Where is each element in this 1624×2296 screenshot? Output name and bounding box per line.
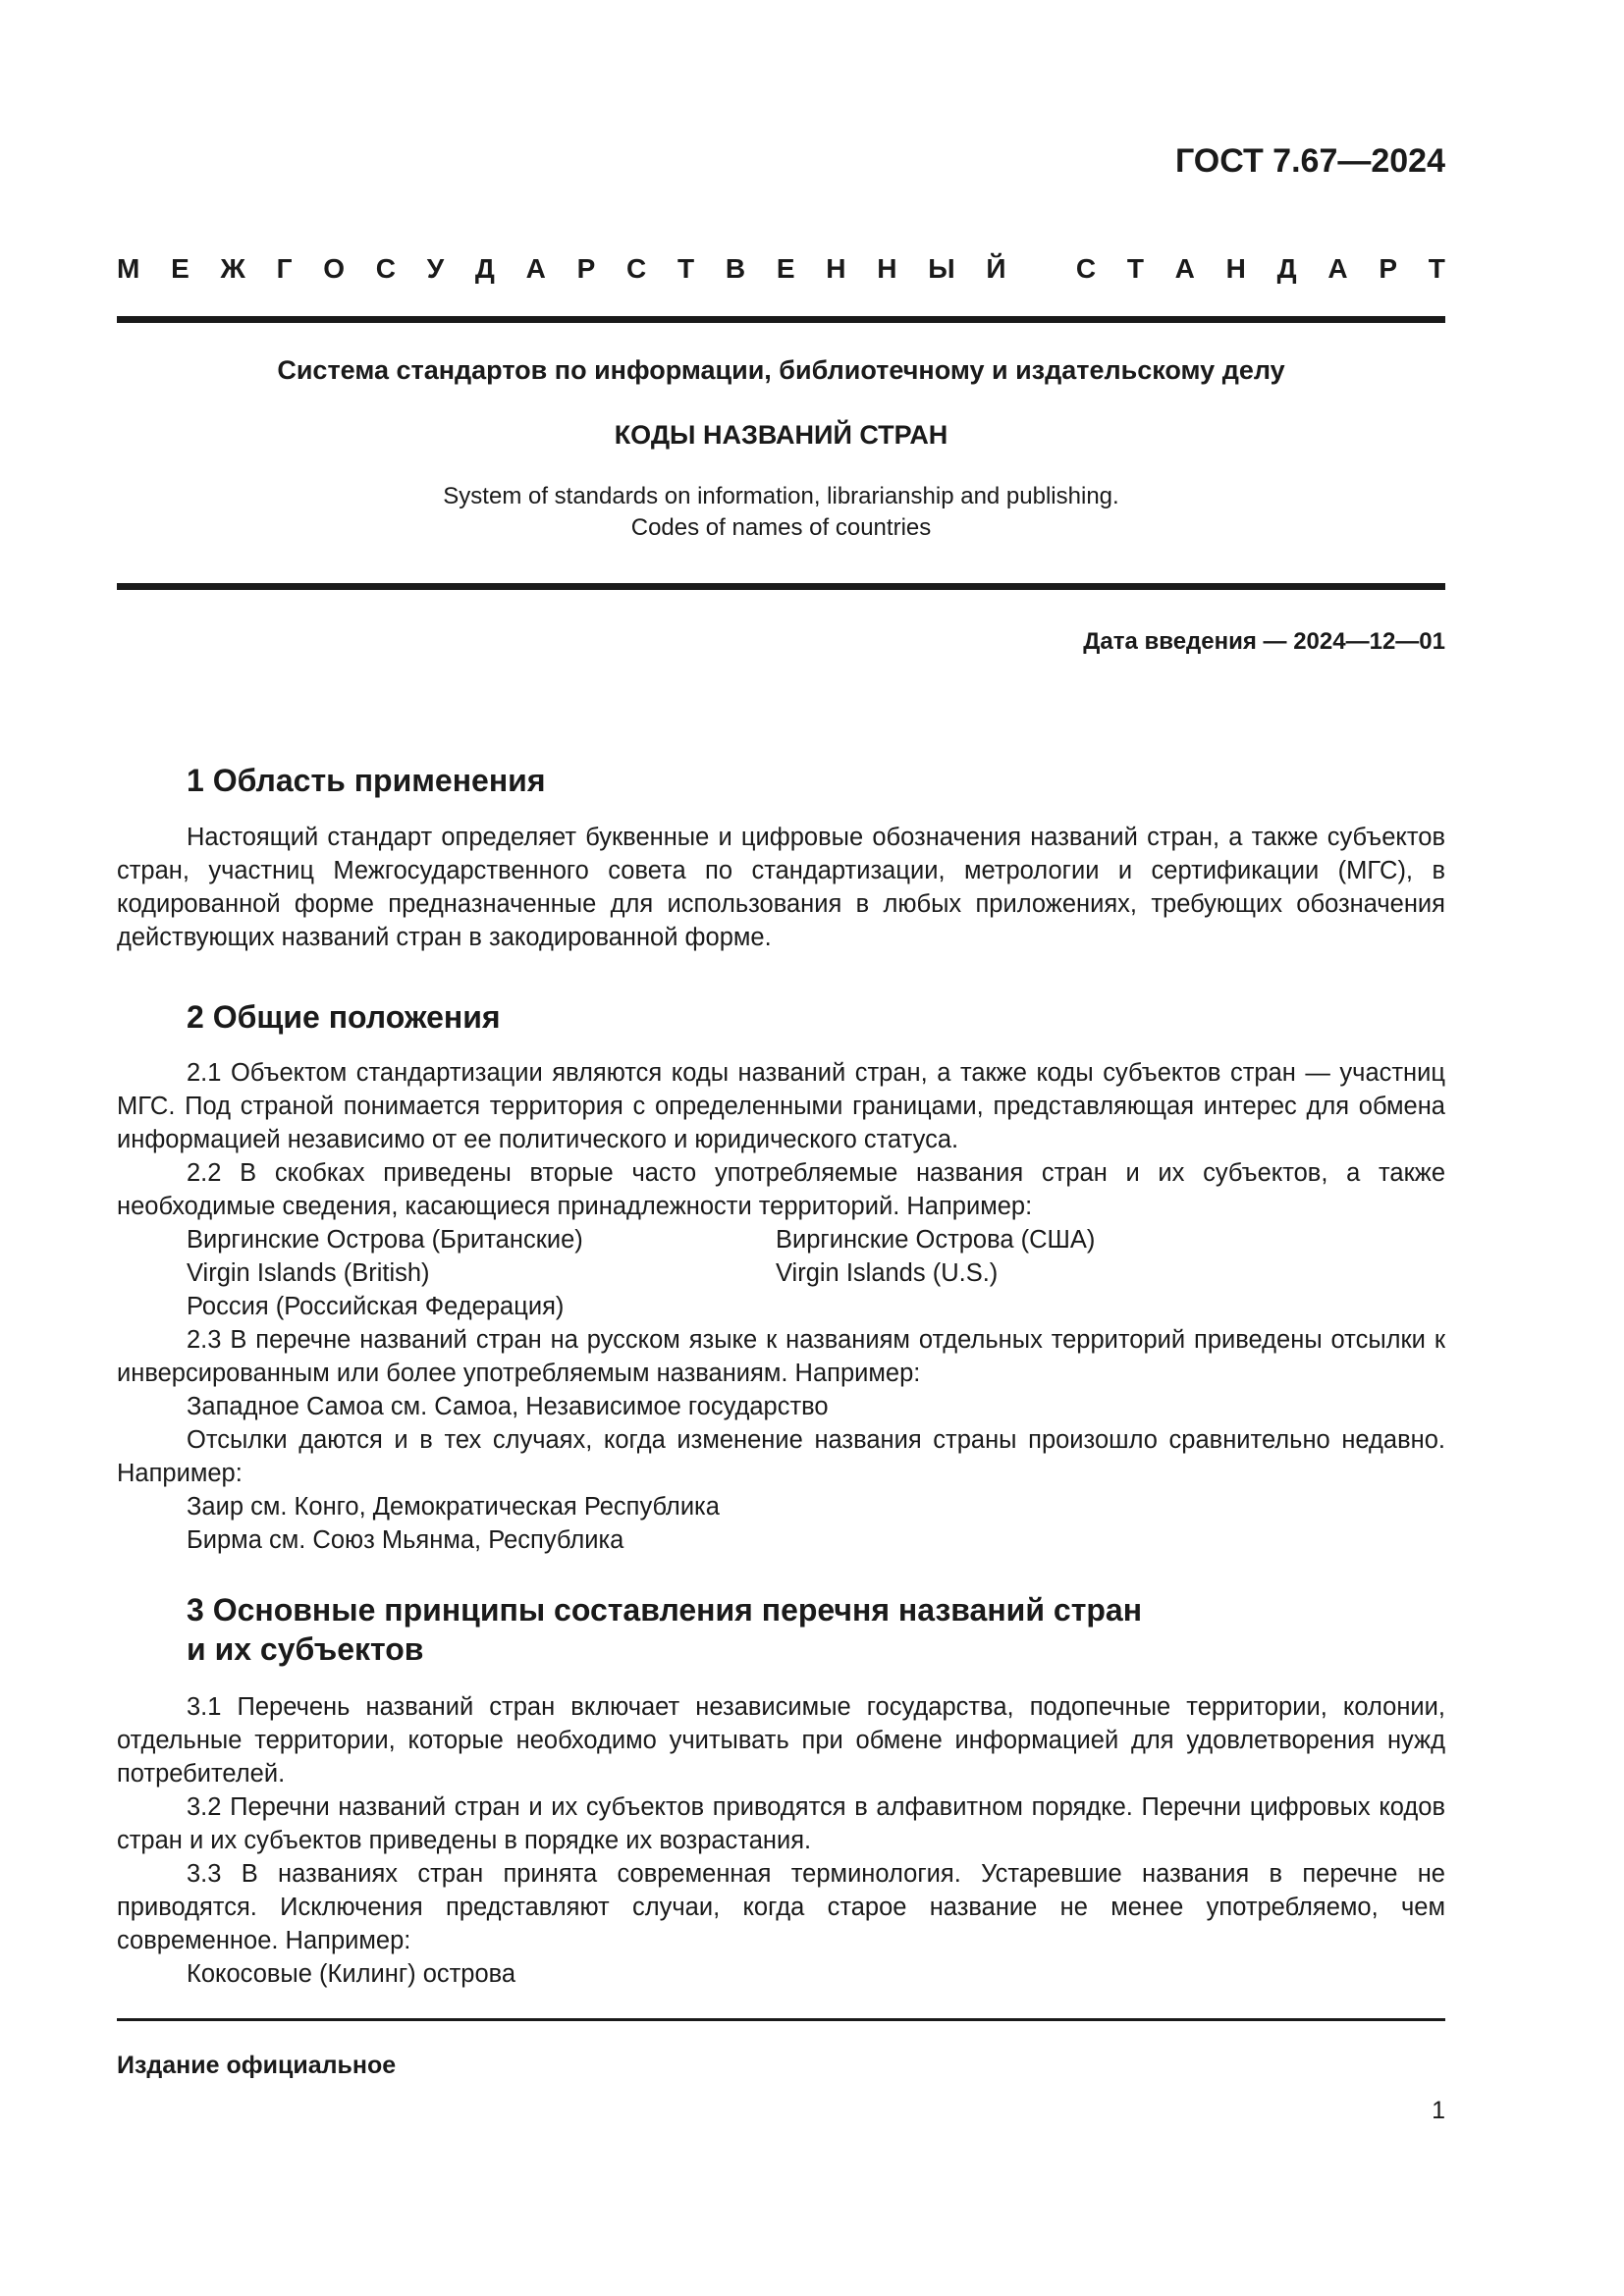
official-edition-label: Издание официальное — [117, 2052, 397, 2079]
banner-letter: Т — [1126, 253, 1144, 284]
section-1-text: Настоящий стандарт определяет буквенные и цифровые обозначения названий стран, а также субъектов стран, участниц Межгосударственного совета по стандартизации, метрологии и сертификации (МГС), в кодированной форме предназначенные для использования в любых приложениях, требующих обозначения действующих названий стран в закодированной форме. — [117, 824, 1445, 951]
example-item: Виргинские Острова (США) — [776, 1226, 1096, 1254]
banner-letter: Е — [171, 253, 189, 284]
section-3-heading — [187, 1590, 1142, 1669]
banner-letter: С — [1075, 253, 1097, 284]
example-item: Виргинские Острова (Британские) — [187, 1226, 583, 1254]
paragraph-3-1: 3.1 Перечень названий стран включает независимые государства, подопечные территории, колонии, отдельные территории, которые необходимо учитывать при обмене информацией для удовлетворения нужд потребителей. — [117, 1693, 1445, 1788]
paragraph-3-2: 3.2 Перечни названий стран и их субъектов приводятся в алфавитном порядке. Перечни цифровых кодов стран и их субъектов приведены в порядке их возрастания. — [117, 1793, 1445, 1854]
title-divider — [117, 583, 1445, 590]
example-left-column — [187, 1223, 583, 1323]
banner-letter: Ы — [928, 253, 955, 284]
page-number: 1 — [1432, 2097, 1445, 2124]
system-subtitle: Система стандартов по информации, библиотечному и издательскому делу — [277, 355, 1285, 385]
banner-letter: В — [725, 253, 746, 284]
banner-letter: Н — [1225, 253, 1246, 284]
banner-letter: А — [1327, 253, 1348, 284]
banner-letter: А — [1174, 253, 1195, 284]
banner-letter: Р — [576, 253, 596, 284]
banner-letter: С — [375, 253, 396, 284]
paragraph-2-3: 2.3 В перечне названий стран на русском языке к названиям отдельных территорий приведены отсылки к инверсированным или более употребляемым названиям. Например: — [117, 1326, 1445, 1387]
section-2-heading: 2 Общие положения — [187, 999, 501, 1035]
paragraph-2-1: 2.1 Объектом стандартизации являются коды названий стран, а также коды субъектов стран — участниц МГС. Под страной понимается территория с определенными границами, представляющая интерес для обмена информацией независимо от ее политического и юридического статуса. — [117, 1059, 1445, 1153]
paragraph-2-2: 2.2 В скобках приведены вторые часто употребляемые названия стран и их субъектов, а также необходимые сведения, касающиеся принадлежности территорий. Например: — [117, 1159, 1445, 1220]
section-1-heading: 1 Область применения — [187, 763, 546, 798]
introduction-date: Дата введения — 2024—12—01 — [1083, 628, 1445, 655]
banner-letter: У — [426, 253, 445, 284]
banner-letter: Г — [276, 253, 293, 284]
example-cocos: Кокосовые (Килинг) острова — [187, 1960, 516, 1988]
paragraph-3-3: 3.3 В названиях стран принята современная терминология. Устаревшие названия в перечне не приводятся. Исключения представляют случаи, когда старое название не менее употребляемо, чем современное. Например: — [117, 1860, 1445, 1954]
example-zaire: Заир см. Конго, Демократическая Республика — [187, 1493, 720, 1521]
banner-letter: Ж — [220, 253, 245, 284]
banner-letter: Е — [776, 253, 795, 284]
banner-letter: О — [323, 253, 345, 284]
document-title: КОДЫ НАЗВАНИЙ СТРАН — [614, 420, 948, 450]
example-burma: Бирма см. Союз Мьянма, Республика — [187, 1526, 624, 1554]
footer-divider — [117, 2018, 1445, 2021]
example-samoa: Западное Самоа см. Самоа, Независимое государство — [187, 1393, 829, 1420]
banner-letter: Н — [826, 253, 846, 284]
example-right-column — [776, 1223, 1095, 1290]
section-3-heading-line-1: 3 Основные принципы составления перечня названий стран — [187, 1592, 1143, 1628]
banner-letter: Т — [1428, 253, 1445, 284]
banner-letter: Р — [1379, 253, 1398, 284]
banner-letter: Й — [986, 253, 1006, 284]
english-title-line-1: System of standards on information, librarianship and publishing. — [443, 483, 1119, 509]
banner-letter: Д — [1276, 253, 1297, 284]
banner-letter: А — [525, 253, 546, 284]
example-item: Virgin Islands (British) — [187, 1259, 430, 1287]
paragraph-2-3-references: Отсылки даются и в тех случаях, когда изменение названия страны произошло сравнительно недавно. Например: — [117, 1426, 1445, 1487]
section-3-heading-line-2: и их субъектов — [187, 1631, 424, 1667]
example-item: Virgin Islands (U.S.) — [776, 1259, 999, 1287]
banner-letter: Н — [877, 253, 897, 284]
banner-letter: С — [626, 253, 647, 284]
banner-letter: Т — [677, 253, 695, 284]
example-item: Россия (Российская Федерация) — [187, 1293, 565, 1320]
top-divider — [117, 316, 1445, 323]
banner-gap — [1037, 253, 1045, 285]
standard-designation: ГОСТ 7.67—2024 — [1174, 142, 1445, 180]
english-title-line-2: Codes of names of countries — [630, 514, 932, 541]
interstate-standard-banner — [117, 253, 1445, 285]
english-title — [117, 481, 1445, 544]
banner-letter: М — [117, 253, 140, 284]
banner-letter: Д — [474, 253, 495, 284]
